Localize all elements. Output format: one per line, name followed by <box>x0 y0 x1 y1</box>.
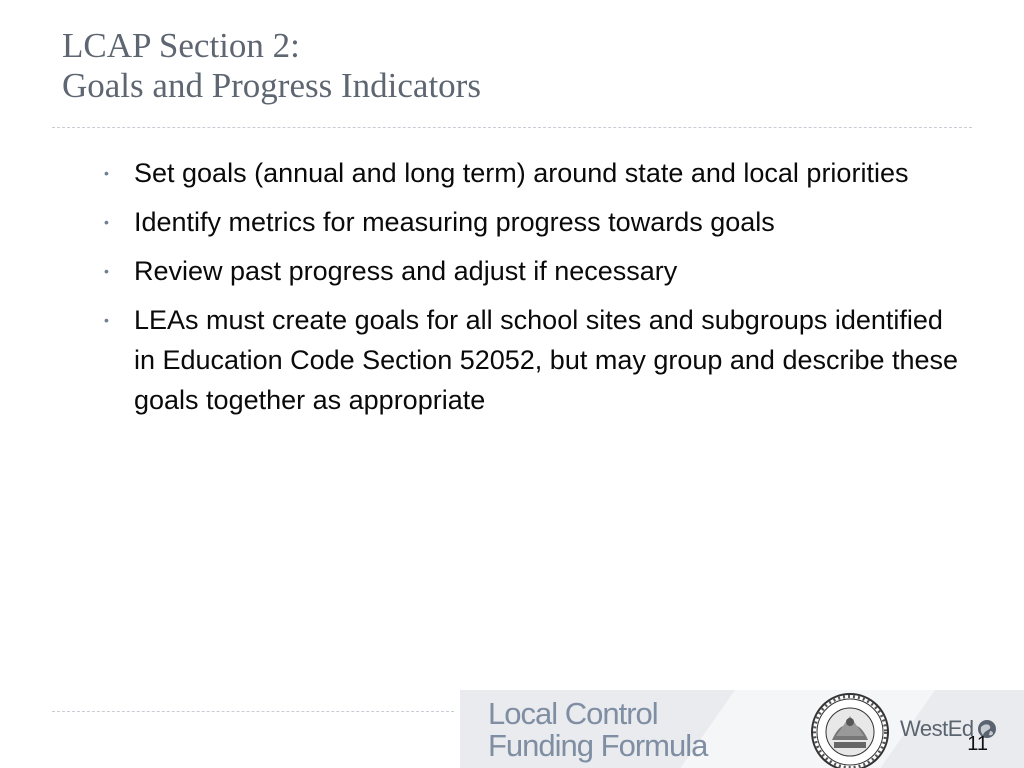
wested-wordmark: WestEd <box>900 716 974 741</box>
bullet-item <box>104 202 964 242</box>
bullet-item <box>104 153 964 193</box>
title-line-1: LCAP Section 2: <box>62 26 300 65</box>
lcff-line-2: Funding Formula <box>488 728 708 763</box>
title-line-2: Goals and Progress Indicators <box>62 66 481 105</box>
bullet-text: LEAs must create goals for all school sites and subgroups identified in Education Code Section 52052, but may group and describe these goals together as appropriate <box>134 305 959 415</box>
bullet-item <box>104 300 964 420</box>
bullet-marker: • <box>104 165 109 181</box>
bullet-text: Review past progress and adjust if necessary <box>134 256 678 286</box>
title-divider <box>52 127 972 128</box>
footer-banner <box>460 690 1024 768</box>
slide-title <box>62 26 481 106</box>
bullet-marker: • <box>104 263 109 279</box>
bullet-marker: • <box>104 214 109 230</box>
lcff-wordmark <box>488 698 707 762</box>
page-number: 11 <box>967 733 988 755</box>
bullet-text: Set goals (annual and long term) around state and local priorities <box>134 158 909 188</box>
bullet-item <box>104 251 964 291</box>
state-board-of-education-seal-icon <box>810 692 890 768</box>
bullet-list <box>104 153 964 429</box>
bullet-text: Identify metrics for measuring progress towards goals <box>134 207 775 237</box>
footer-divider <box>52 711 454 712</box>
lcff-line-1: Local Control <box>488 696 658 731</box>
bullet-marker: • <box>104 312 109 328</box>
